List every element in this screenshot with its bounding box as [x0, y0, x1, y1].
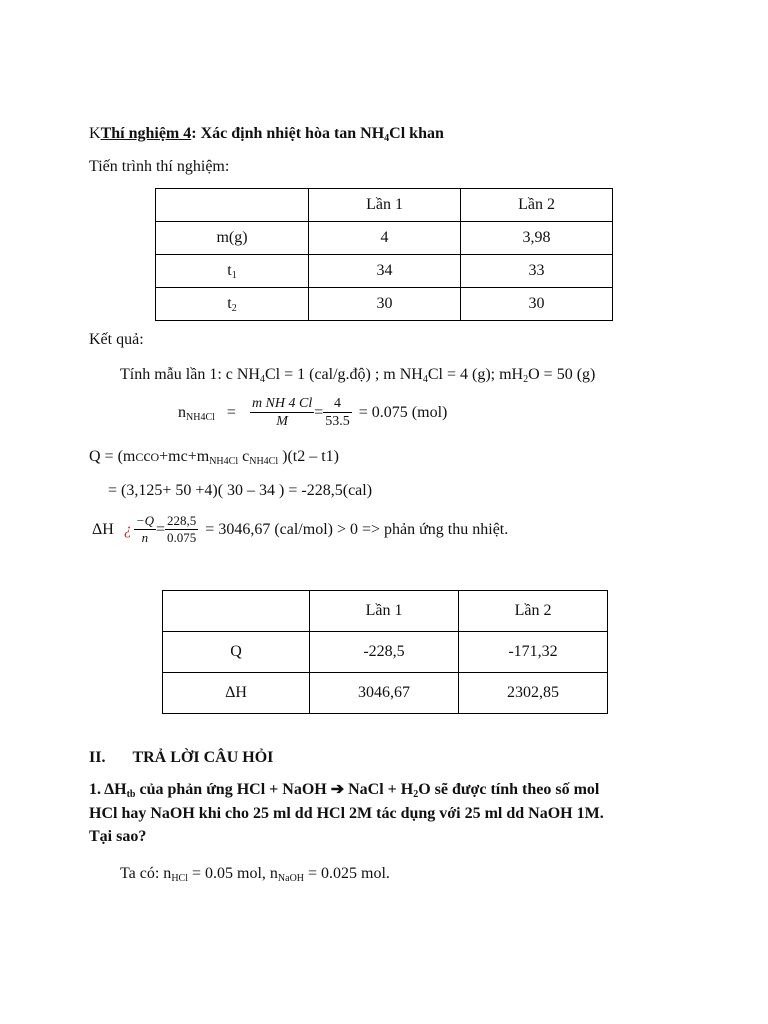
heat-formula: $Q = (mCcO+mc+m_{NH4Cl}$ $c_{NH4Cl}$ )(t2 – t1) — [89, 448, 339, 467]
table-header-cell — [163, 591, 310, 632]
experiment-title — [89, 126, 444, 142]
table-row — [163, 673, 608, 714]
row-label: m(g) — [156, 222, 309, 255]
table-header-cell: Lần 2 — [459, 591, 608, 632]
heat-calc-line: = (3,125+ 50 +4)( 30 – 34 ) = -228,5(cal) — [108, 482, 373, 499]
table-header-row — [156, 189, 613, 222]
table-header-cell: Lần 1 — [309, 189, 461, 222]
sample-calc-line: Tính mẫu lần 1: c $NH_4Cl = 1$ (cal/g.độ) ; m $NH_4Cl = 4$ (g); $mH_2O = 50$ (g) — [120, 366, 596, 385]
table-header-cell: Lần 1 — [310, 591, 459, 632]
enthalpy-formula: ΔH ¿ $\frac{-Q}{n}$ = $\frac{228,5}{0.075}$ = 3046,67 (cal/mol) > 0 => phản ứng thu nhiệt. — [92, 513, 509, 546]
table-row — [156, 255, 613, 288]
table-row — [156, 288, 613, 321]
row-label: $t_1$ — [156, 255, 309, 288]
table-header-cell — [156, 189, 309, 222]
row-label: $t_2$ — [156, 288, 309, 321]
title-number: Thí nghiệm 4 — [100, 125, 192, 142]
formula-fraction: $\frac{\text{m NH 4 Cl}}{M}$ — [251, 396, 313, 430]
row-value: 3046,67 — [310, 673, 459, 714]
question-line-1: 1. $\Delta H_{tb}$ của phản ứng HCl + NaOH ➔ NaCl + $H_2O$ sẽ được tính theo số mol — [89, 781, 600, 800]
experiment-table — [155, 188, 613, 321]
arrow-icon: ➔ — [330, 781, 345, 798]
row-value: 33 — [461, 255, 613, 288]
results-table — [162, 590, 608, 714]
title-subscript: 4 — [384, 133, 390, 144]
section-title: TRẢ LỜI CÂU HỎI — [132, 749, 274, 766]
title-text-end: Cl khan — [389, 125, 444, 142]
process-label: Tiến trình thí nghiệm: — [89, 158, 230, 175]
section-heading — [89, 750, 273, 766]
formula-fraction-values: $\frac{4}{53.5}$ — [325, 396, 350, 430]
answer-line: Ta có: $n_{HCl} = 0.05$ mol, $n_{NaOH} = 0.025$ mol. — [120, 865, 390, 884]
row-value: 3,98 — [461, 222, 613, 255]
row-value: -171,32 — [459, 632, 608, 673]
title-text: : Xác định nhiệt hòa tan NH — [191, 125, 385, 142]
row-value: -228,5 — [310, 632, 459, 673]
row-value: 4 — [309, 222, 461, 255]
row-value: 2302,85 — [459, 673, 608, 714]
row-label: Q — [163, 632, 310, 673]
row-value: 34 — [309, 255, 461, 288]
mole-formula: $n_{NH4Cl}$ = $\frac{\text{m NH 4 Cl}}{M}$ = $\frac{4}{53.5}$ = 0.075 (mol) — [178, 396, 448, 430]
row-label: ΔH — [163, 673, 310, 714]
row-value: 30 — [461, 288, 613, 321]
row-value: 30 — [309, 288, 461, 321]
question-line-3: Tại sao? — [89, 828, 147, 845]
table-header-row — [163, 591, 608, 632]
results-label: Kết quả: — [89, 331, 144, 348]
title-prefix: K — [89, 125, 101, 142]
question-line-2: HCl hay NaOH khi cho 25 ml dd HCl 2M tác dụng với 25 ml dd NaOH 1M. — [89, 805, 604, 822]
table-row — [156, 222, 613, 255]
table-row — [163, 632, 608, 673]
table-header-cell: Lần 2 — [461, 189, 613, 222]
section-number: II. — [89, 749, 106, 766]
